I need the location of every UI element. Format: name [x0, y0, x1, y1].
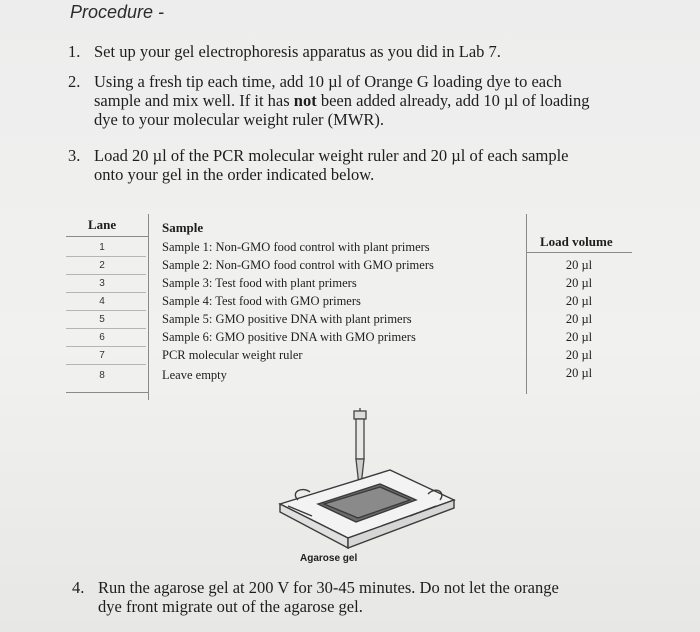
lane-row-divider [66, 364, 146, 365]
step-text-line: Load 20 µl of the PCR molecular weight ruler and 20 µl of each sample [94, 146, 569, 165]
sample-cell: Leave empty [162, 368, 227, 382]
step-4 [72, 578, 559, 616]
volume-header-rule [526, 252, 632, 253]
column-divider-left [148, 214, 149, 400]
volume-cell: 20 µl [565, 330, 593, 344]
lane-number: 7 [99, 350, 105, 361]
volume-cell: 20 µl [565, 312, 593, 326]
lane-row-divider [66, 328, 146, 329]
gel-tray-icon [280, 470, 454, 548]
sample-table [66, 214, 632, 400]
step-text-line: dye to your molecular weight ruler (MWR). [94, 110, 385, 129]
lane-row-divider [66, 346, 146, 347]
lane-number: 8 [99, 370, 105, 381]
sample-cell: PCR molecular weight ruler [162, 348, 303, 362]
header-load-volume: Load volume [540, 234, 613, 249]
lane-bottom-rule [66, 392, 148, 393]
figure-caption: Agarose gel [300, 553, 358, 564]
lane-number: 6 [99, 332, 105, 343]
sample-cell: Sample 3: Test food with plant primers [162, 276, 357, 290]
lane-row-divider [66, 292, 146, 293]
lane-row-divider [66, 256, 146, 257]
step-2 [68, 72, 590, 129]
volume-cell: 20 µl [565, 294, 593, 308]
step-number: 3. [68, 146, 81, 165]
sample-cell: Sample 4: Test food with GMO primers [162, 294, 361, 308]
column-divider-right [526, 214, 527, 394]
gel-box-illustration [240, 408, 480, 558]
emphasis-not: not [293, 91, 317, 110]
procedure-heading: Procedure - [70, 2, 165, 22]
step-number: 1. [68, 42, 81, 61]
lane-number: 3 [99, 278, 105, 289]
lane-number: 5 [99, 314, 105, 325]
step-text-line: dye front migrate out of the agarose gel. [98, 597, 363, 616]
volume-cell: 20 µl [565, 366, 593, 380]
step-text-line: sample and mix well. If it has not been added already, add 10 µl of loading [94, 91, 590, 110]
lane-row-divider [66, 310, 146, 311]
step-number: 2. [68, 72, 81, 91]
header-sample: Sample [162, 220, 204, 235]
volume-cell: 20 µl [565, 348, 593, 362]
header-lane: Lane [88, 217, 117, 232]
lane-number: 1 [99, 242, 105, 253]
step-1 [68, 42, 501, 61]
step-text-line: Run the agarose gel at 200 V for 30-45 minutes. Do not let the orange [98, 578, 559, 597]
volume-cell: 20 µl [565, 276, 593, 290]
lane-number: 2 [99, 260, 105, 271]
step-number: 4. [72, 578, 85, 597]
sample-cell: Sample 2: Non-GMO food control with GMO primers [162, 258, 434, 272]
lane-row-divider [66, 274, 146, 275]
volume-cell: 20 µl [565, 258, 593, 272]
sample-cell: Sample 1: Non-GMO food control with plant primers [162, 240, 430, 254]
step-text: Set up your gel electrophoresis apparatus as you did in Lab 7. [94, 42, 501, 61]
sample-cell: Sample 5: GMO positive DNA with plant primers [162, 312, 412, 326]
step-text-line: Using a fresh tip each time, add 10 µl of Orange G loading dye to each [94, 72, 562, 91]
lane-header-rule [66, 236, 148, 237]
sample-cell: Sample 6: GMO positive DNA with GMO primers [162, 330, 416, 344]
step-3 [68, 146, 569, 184]
lane-number: 4 [99, 296, 105, 307]
step-text-line: onto your gel in the order indicated below. [94, 165, 375, 184]
